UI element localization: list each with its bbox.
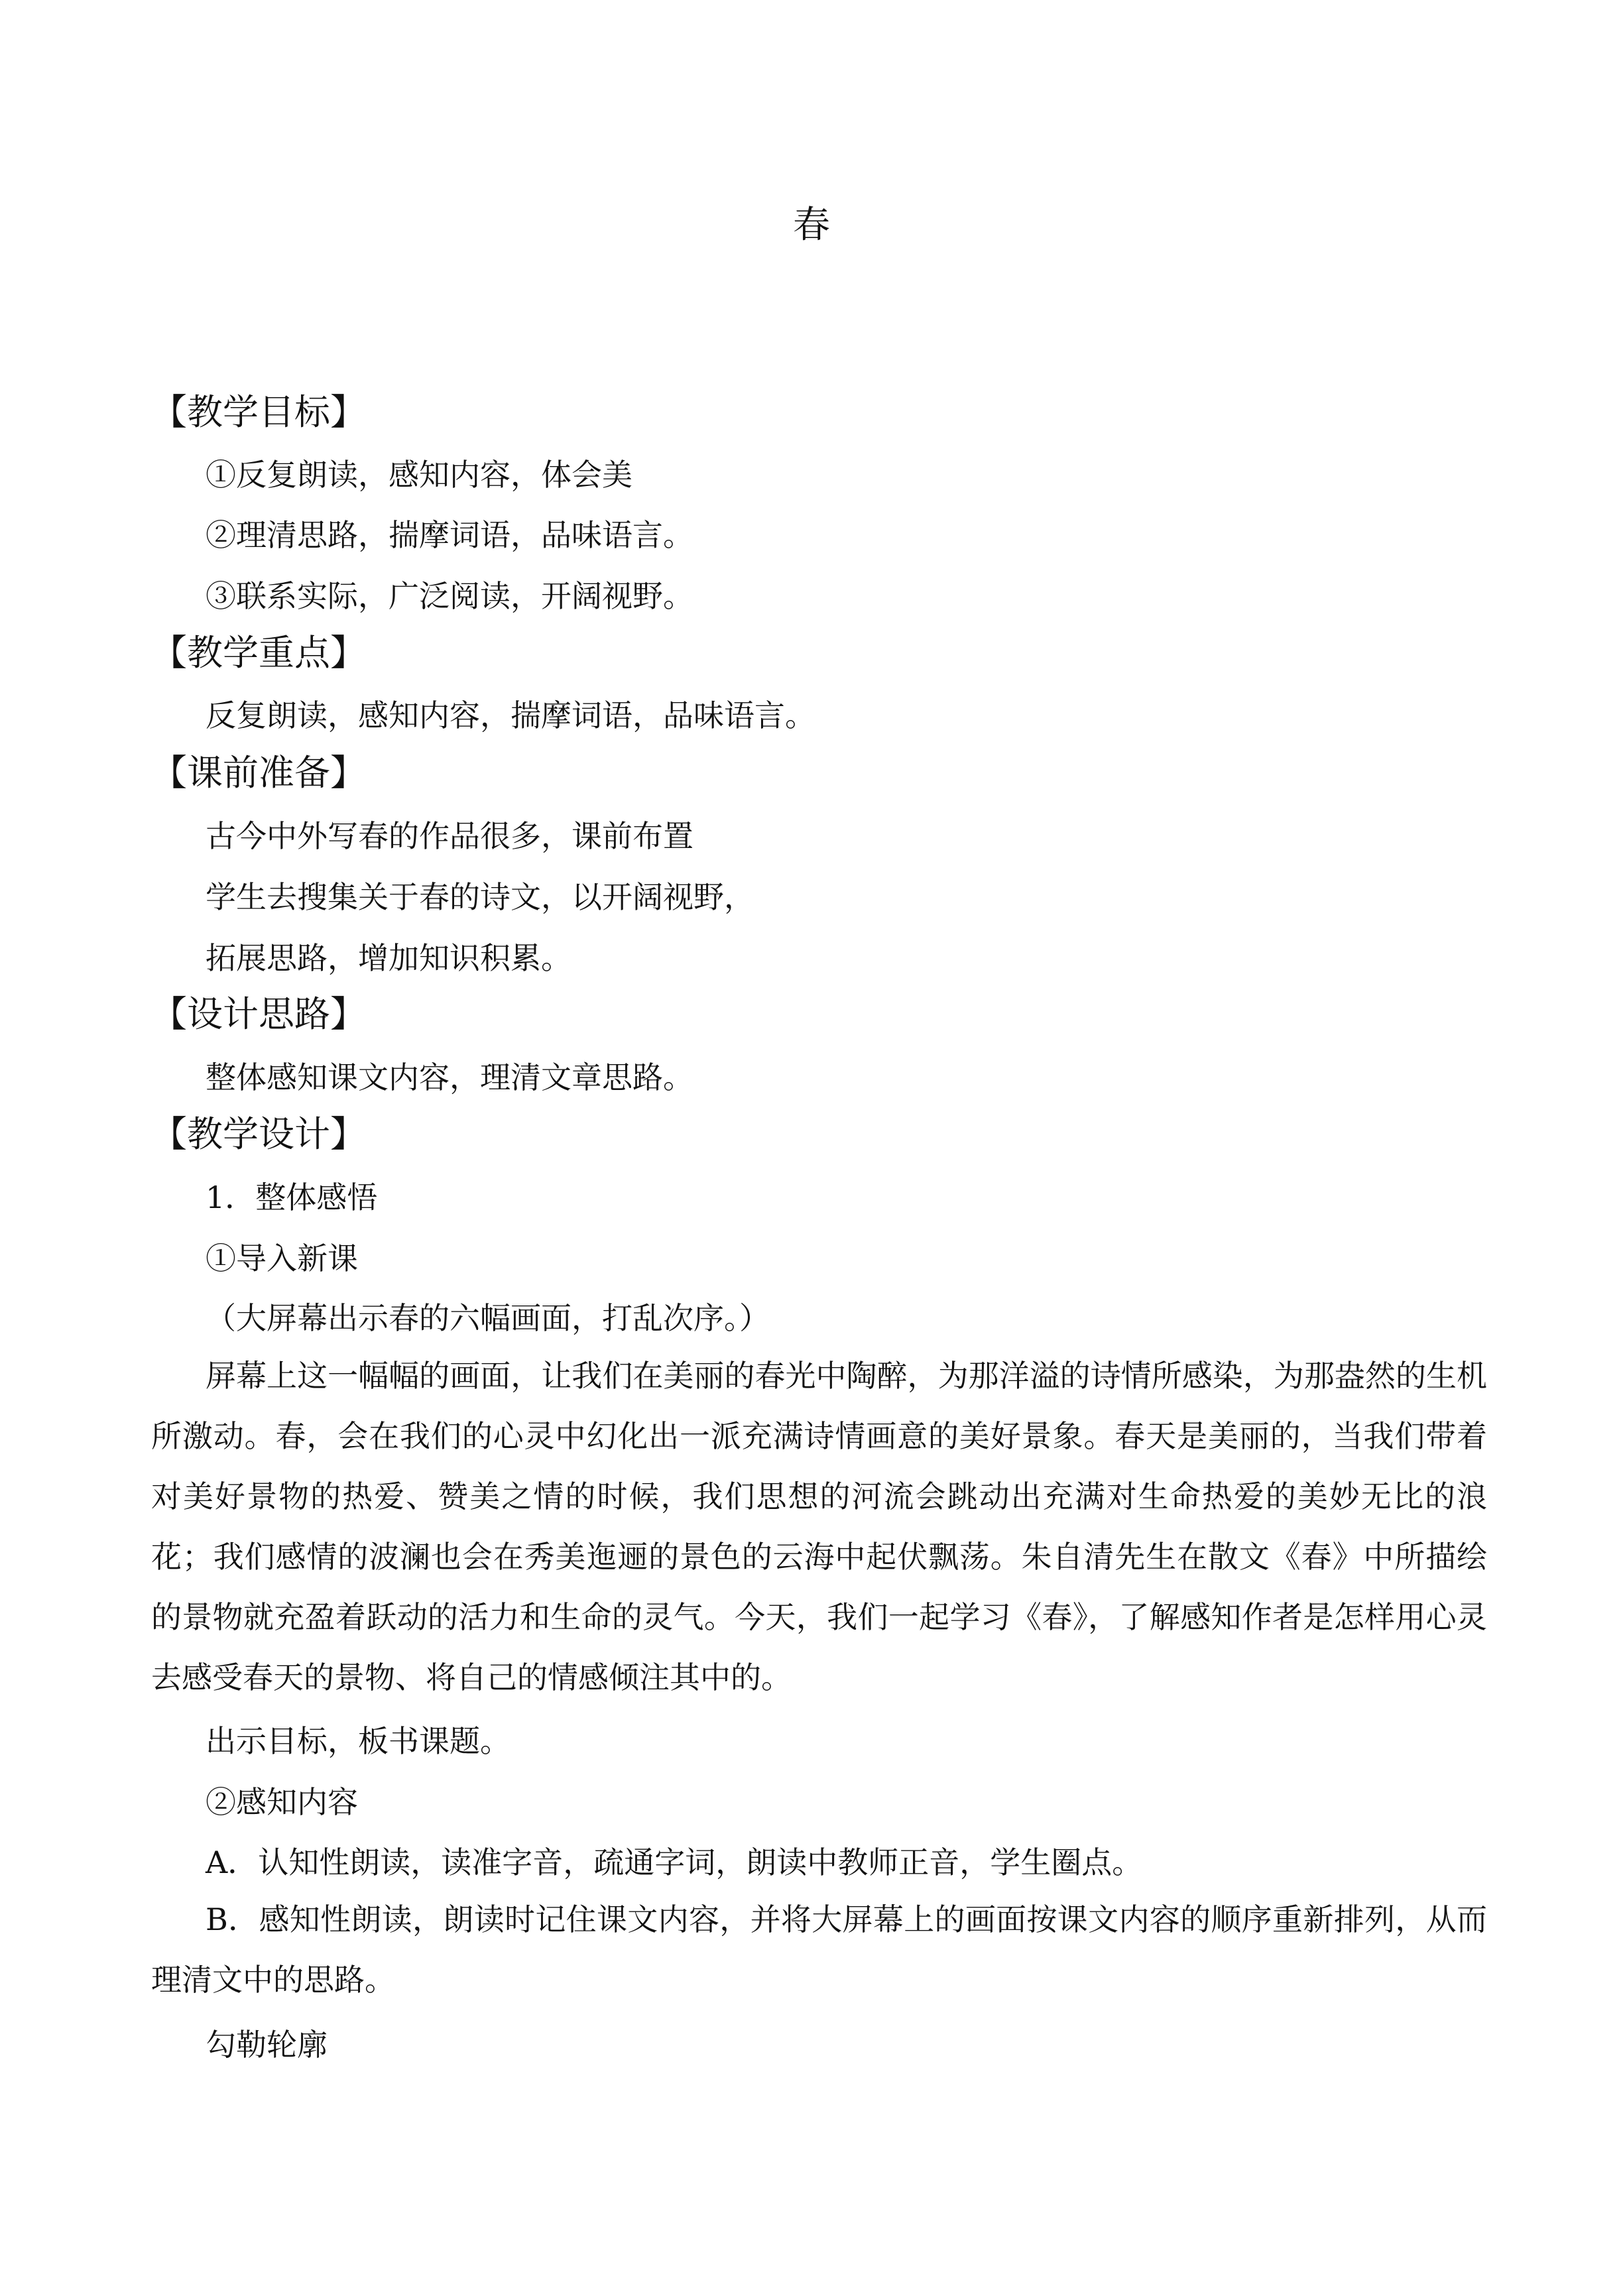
sub-step-intro: ①导入新课 — [206, 1240, 358, 1276]
heading-teaching-design: 【教学设计】 — [151, 1113, 366, 1155]
key-point-item-1: 反复朗读，感知内容，揣摩词语，品味语言。 — [206, 697, 815, 733]
screen-note: （大屏幕出示春的六幅画面，打乱次序。） — [206, 1300, 770, 1336]
step-1-heading: 1．整体感悟 — [206, 1179, 378, 1215]
intro-paragraph: 屏幕上这一幅幅的画面，让我们在美丽的春光中陶醉，为那洋溢的诗情所感染，为那盎然的生机所激动。春，会在我们的心灵中幻化出一派充满诗情画意的美好景象。春天是美丽的，当我们带着对美好景物的热爱、赞美之情的时候，我们思想的河流会跳动出充满对生命热爱的美妙无比的浪花；我们感情的波澜也会在秀美迤逦的景色的云海中起伏飘荡。朱自清先生在散文《春》中所描绘的景物就充盈着跃动的活力和生命的灵气。今天，我们一起学习《春》，了解感知作者是怎样用心灵去感受春天的景物、将自己的情感倾注其中的。 — [151, 1358, 1487, 1695]
board-note: 出示目标，板书课题。 — [206, 1723, 511, 1759]
sub-step-perceive: ②感知内容 — [206, 1784, 358, 1820]
outline-label: 勾勒轮廓 — [206, 2027, 328, 2063]
preparation-item-1: 古今中外写春的作品很多，课前布置 — [206, 818, 693, 854]
design-idea-item-1: 整体感知课文内容，理清文章思路。 — [206, 1059, 693, 1095]
preparation-item-3: 拓展思路，增加知识积累。 — [206, 940, 571, 976]
heading-design-idea: 【设计思路】 — [151, 993, 366, 1035]
objective-item-3: ③联系实际，广泛阅读，开阔视野。 — [206, 578, 693, 614]
heading-key-points: 【教学重点】 — [151, 632, 366, 674]
heading-objectives: 【教学目标】 — [151, 391, 366, 433]
reading-item-a: A．认知性朗读，读准字音，疏通字词，朗读中教师正音，学生圈点。 — [206, 1844, 1143, 1880]
reading-item-b: B．感知性朗读，朗读时记住课文内容，并将大屏幕上的画面按课文内容的顺序重新排列，从而理清文中的思路。 — [151, 1902, 1487, 1998]
objective-item-2: ②理清思路，揣摩词语，品味语言。 — [206, 517, 693, 553]
heading-preparation: 【课前准备】 — [151, 752, 366, 794]
document-title: 春 — [793, 204, 830, 247]
objective-item-1: ①反复朗读，感知内容，体会美 — [206, 457, 632, 493]
preparation-item-2: 学生去搜集关于春的诗文，以开阔视野， — [206, 879, 754, 915]
